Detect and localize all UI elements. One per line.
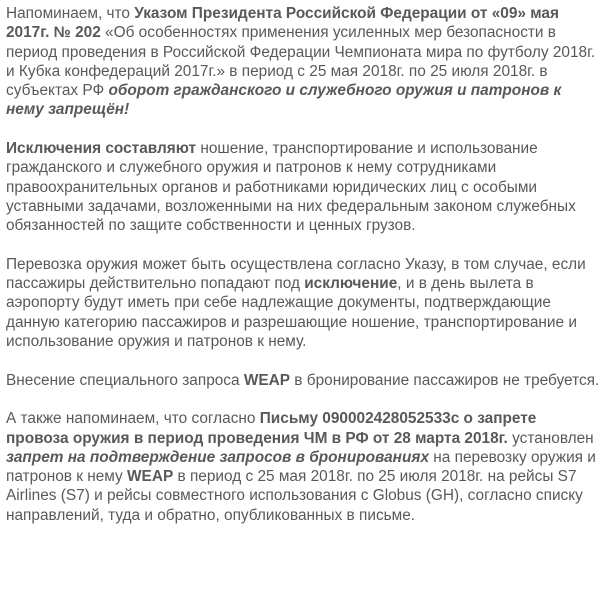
text-run: в бронирование пассажиров не требуется. xyxy=(290,371,600,389)
paragraph-weap-request xyxy=(6,371,600,390)
text-run: установлен xyxy=(507,429,594,447)
text-run: А также напоминаем, что согласно xyxy=(6,410,260,428)
paragraph-letter-notice xyxy=(6,409,600,525)
weap-code: WEAP xyxy=(127,468,174,486)
paragraph-exceptions xyxy=(6,139,600,235)
exceptions-heading: Исключения составляют xyxy=(6,140,197,158)
exception-term: исключение xyxy=(304,275,398,293)
decree-reference: Указом Президента Российской Федерации от «09» мая 2017г. № 202 xyxy=(6,5,559,42)
booking-ban-statement: запрет на подтверждение запросов в бронированиях xyxy=(6,448,430,466)
paragraph-transport xyxy=(6,255,600,351)
text-run: Перевозка оружия может быть осуществлена согласно Указу, в том случае, если пассажиры действительно попадают под xyxy=(6,255,586,293)
text-run: «Об особенностях применения усиленных мер безопасности в период проведения в Российской Федерации Чемпионата мира по футболу 2018г. и Кубка конфедераций 2017г.» в период с 25 мая 2018г. по 25 июля 2018г. в субъектах РФ xyxy=(6,24,596,100)
text-run: в период с 25 мая 2018г. по 25 июля 2018г. на рейсы S7 Airlines (S7) и рейсы совместного использования с Globus (GH), согласно списку направлений, туда и обратно, опубликованных в письме. xyxy=(6,468,583,524)
letter-reference: Письму 090002428052533c о запрете провоза оружия в период проведения ЧМ в РФ от 28 марта 2018г. xyxy=(6,410,537,447)
prohibition-statement: оборот гражданского и служебного оружия и патронов к нему запрещён! xyxy=(6,82,562,119)
text-run: , и в день вылета в аэропорту будут иметь при себе надлежащие документы, подтверждающие данную категорию пассажиров и разрешающие ношение, транспортирование и использование оружия и патронов к нему. xyxy=(6,275,577,351)
text-run: Внесение специального запроса xyxy=(6,371,244,389)
paragraph-ukaz-notice xyxy=(6,4,600,120)
text-run: на перевозку оружия и патронов к нему xyxy=(6,448,596,486)
text-run: Напоминаем, что xyxy=(6,5,135,22)
text-run: ношение, транспортирование и использование гражданского и служебного оружия и патронов к нему сотрудниками правоохранительных органов и работниками юридических лиц с особыми уставными задачами, возложенными на них федеральным законом служебных обязанностей по защите собственности и ценных грузов. xyxy=(6,140,576,235)
weap-code: WEAP xyxy=(243,371,291,389)
